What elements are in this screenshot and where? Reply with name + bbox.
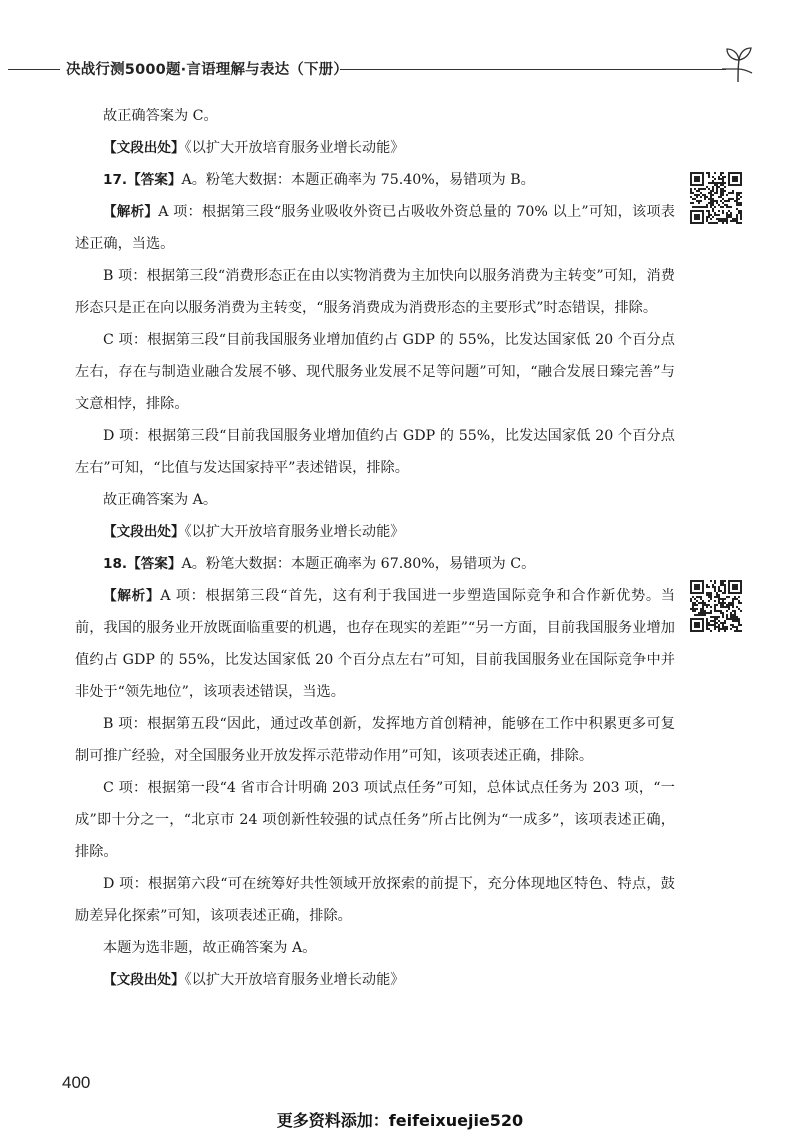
paragraph-text: 《以扩大开放培育服务业增长动能》 [184, 972, 405, 988]
paragraph-text: 故正确答案为 A。 [103, 492, 218, 508]
book-title: 决战行测5000题·言语理解与表达（下册） [66, 62, 349, 78]
page-number: 400 [62, 1073, 91, 1092]
section-label: 【解析】 [103, 204, 159, 220]
paragraph-text: A 项：根据第三段“首先，这有利于我国进一步塑造国际竞争和合作新优势。当前，我国的服务业开放既面临重要的机遇，也存在现实的差距”“另一方面，目前我国服务业增加值约占 GDP 的 55%，比发达国家低 20 个百分点左右”可知，目前我国服务业在国际竞争中并非处于“领先地位”，该项表述错误，当选。 [75, 588, 675, 700]
paragraph-text: C 项：根据第三段“目前我国服务业增加值约占 GDP 的 55%，比发达国家低 20 个百分点左右，存在与制造业融合发展不够、现代服务业发展不足等问题”可知，“融合发展日臻完善”与文意相悖，排除。 [75, 332, 675, 412]
paragraph-text: 故正确答案为 C。 [103, 108, 218, 124]
paragraph [75, 772, 675, 868]
section-label: 【文段出处】 [103, 140, 185, 156]
paragraph [75, 932, 675, 964]
section-label: 【文段出处】 [103, 524, 185, 540]
paragraph [75, 420, 675, 484]
qr-code-icon[interactable] [690, 580, 742, 632]
paragraph-text: D 项：根据第六段“可在统筹好共性领域开放探索的前提下，充分体现地区特色、特点，鼓励差异化探索”可知，该项表述正确，排除。 [75, 876, 675, 924]
paragraph-text: D 项：根据第三段“目前我国服务业增加值约占 GDP 的 55%，比发达国家低 20 个百分点左右”可知，“比值与发达国家持平”表述错误，排除。 [75, 428, 675, 476]
paragraph [75, 164, 675, 196]
paragraph [75, 516, 675, 548]
section-label: 【解析】 [103, 588, 161, 604]
paragraph-text: A。粉笔大数据：本题正确率为 75.40%，易错项为 B。 [181, 172, 535, 188]
paragraph-text: B 项：根据第五段“因此，通过改革创新，发挥地方首创精神，能够在工作中积累更多可复制可推广经验，对全国服务业开放发挥示范带动作用”可知，该项表述正确，排除。 [75, 716, 675, 764]
qr-code-icon[interactable] [690, 172, 742, 224]
paragraph [75, 548, 675, 580]
paragraph-text: 本题为选非题，故正确答案为 A。 [103, 940, 317, 956]
header-rule-right [340, 69, 726, 70]
sprout-icon [718, 42, 758, 84]
paragraph [75, 100, 675, 132]
paragraph-text: 《以扩大开放培育服务业增长动能》 [184, 524, 405, 540]
footer-contact-note: 更多资料添加：feifeixuejie520 [276, 1111, 524, 1130]
paragraph [75, 580, 675, 708]
paragraph-text: 《以扩大开放培育服务业增长动能》 [184, 140, 405, 156]
paragraph [75, 868, 675, 932]
header-rule-left [8, 69, 60, 70]
paragraph-text: B 项：根据第三段“消费形态正在由以实物消费为主加快向以服务消费为主转变”可知，消费形态只是正在向以服务消费为主转变，“服务消费成为消费形态的主要形式”时态错误，排除。 [75, 268, 675, 316]
section-label: 18.【答案】 [103, 556, 182, 572]
paragraph [75, 196, 675, 260]
paragraph [75, 964, 675, 996]
paragraph-text: C 项：根据第一段“4 省市合计明确 203 项试点任务”可知，总体试点任务为 203 项，“一成”即十分之一，“北京市 24 项创新性较强的试点任务”所占比例为“一成多”，该项表述正确，排除。 [75, 780, 675, 860]
paragraph [75, 324, 675, 420]
paragraph-text: A。粉笔大数据：本题正确率为 67.80%，易错项为 C。 [181, 556, 536, 572]
paragraph-text: A 项：根据第三段“服务业吸收外资已占吸收外资总量的 70% 以上”可知，该项表述正确，当选。 [75, 204, 675, 252]
paragraph [75, 484, 675, 516]
answer-explanations [75, 100, 675, 996]
paragraph [75, 260, 675, 324]
paragraph [75, 132, 675, 164]
paragraph [75, 708, 675, 772]
running-header [0, 56, 760, 82]
section-label: 【文段出处】 [103, 972, 185, 988]
section-label: 17.【答案】 [103, 172, 182, 188]
